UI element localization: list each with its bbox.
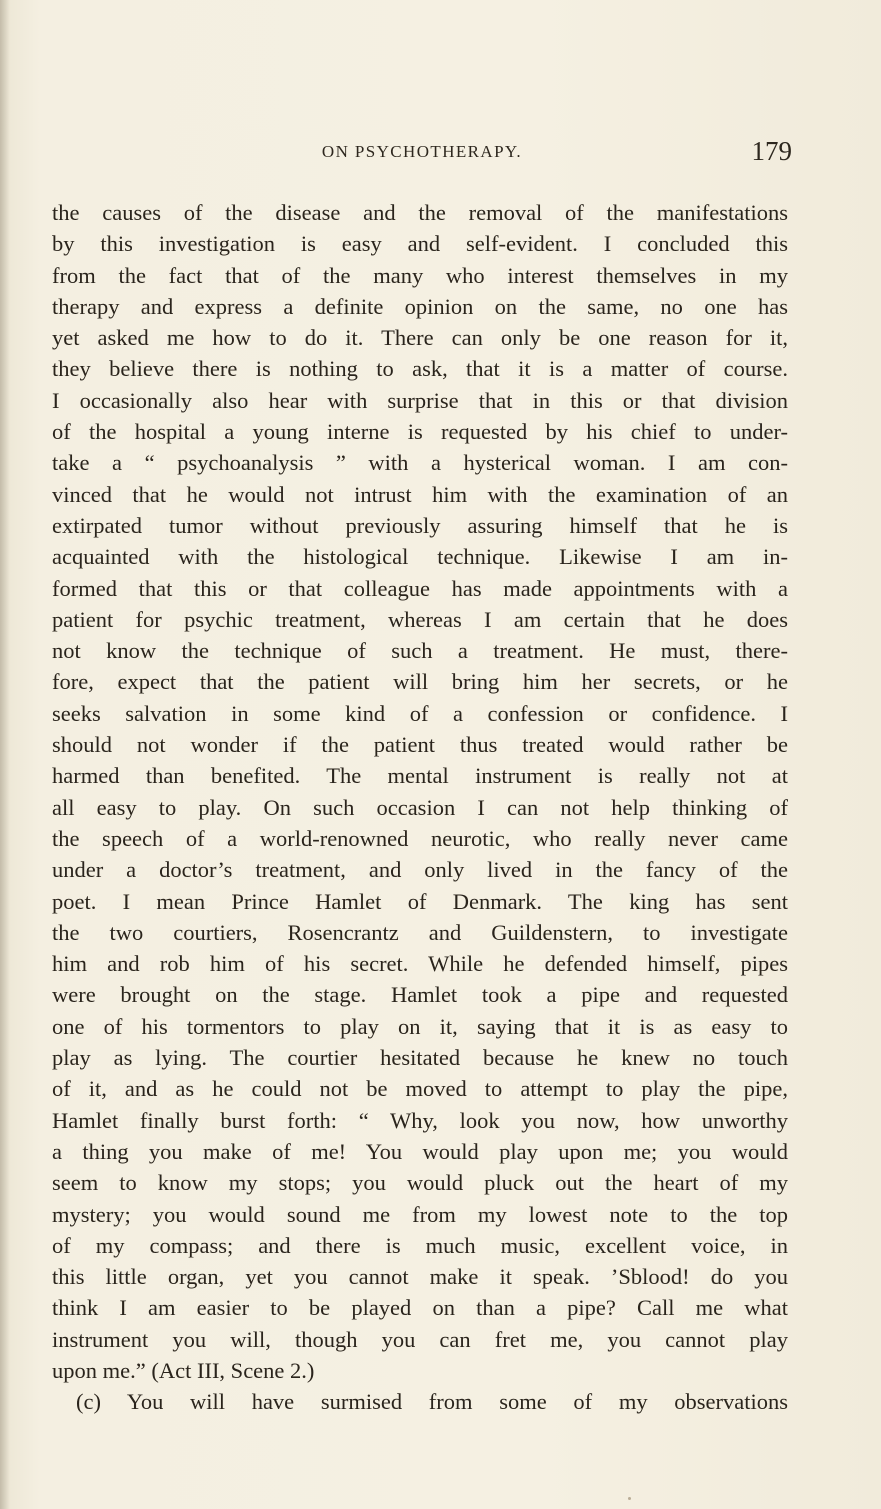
text-line: instrument you will, though you can fret me, you cannot play [52,1326,788,1352]
page-header [52,138,792,174]
text-line: by this investigation is easy and self-evident. I concluded this [52,231,788,257]
page-number: 179 [751,136,792,166]
text-line: vinced that he would not intrust him with the examination of an [52,481,788,507]
text-line: of my compass; and there is much music, excellent voice, in [52,1232,788,1258]
text-line: fore, expect that the patient will bring him her secrets, or he [52,669,788,695]
text-line: Hamlet finally burst forth: “ Why, look you now, how unworthy [52,1107,788,1133]
text-line: yet asked me how to do it. There can only be one reason for it, [52,325,788,351]
text-line: play as lying. The courtier hesitated because he knew no touch [52,1045,788,1071]
text-line: patient for psychic treatment, whereas I am certain that he does [52,606,788,632]
text-line: the two courtiers, Rosencrantz and Guildenstern, to investigate [52,919,788,945]
text-line: poet. I mean Prince Hamlet of Denmark. The king has sent [52,888,788,914]
text-line: therapy and express a definite opinion on the same, no one has [52,293,788,319]
text-line: the speech of a world-renowned neurotic, who really never came [52,825,788,851]
text-line: mystery; you would sound me from my lowest note to the top [52,1201,788,1227]
text-line: a thing you make of me! You would play upon me; you would [52,1138,788,1164]
text-line: think I am easier to be played on than a pipe? Call me what [52,1295,788,1321]
gutter-shadow [0,0,10,1509]
text-line: the causes of the disease and the removal of the manifestations [52,200,788,225]
text-line: harmed than benefited. The mental instrument is really not at [52,763,788,789]
text-line: acquainted with the histological technique. Likewise I am in- [52,544,788,570]
text-line: this little organ, yet you cannot make it speak. ’Sblood! do you [52,1264,788,1290]
text-line: I occasionally also hear with surprise that in this or that division [52,387,788,413]
text-line: they believe there is nothing to ask, that it is a matter of course. [52,356,788,382]
text-line: all easy to play. On such occasion I can not help thinking of [52,794,788,820]
paper-speck [628,1497,631,1500]
text-line: him and rob him of his secret. While he defended himself, pipes [52,951,788,977]
text-line: of the hospital a young interne is requested by his chief to under- [52,419,788,445]
text-line: were brought on the stage. Hamlet took a pipe and requested [52,982,788,1008]
text-line: seem to know my stops; you would pluck out the heart of my [52,1170,788,1196]
text-line: from the fact that of the many who interest themselves in my [52,262,788,288]
text-line: upon me.” (Act III, Scene 2.) [52,1357,315,1383]
text-line: take a “ psychoanalysis ” with a hysterical woman. I am con- [52,450,788,476]
body-text [52,197,788,1418]
text-line: (c) You will have surmised from some of my observations [76,1389,788,1415]
running-head: ON PSYCHOTHERAPY. [321,142,523,161]
text-line: extirpated tumor without previously assuring himself that he is [52,512,788,538]
text-line: should not wonder if the patient thus treated would rather be [52,732,788,758]
text-line: one of his tormentors to play on it, saying that it is as easy to [52,1013,788,1039]
text-line: formed that this or that colleague has made appointments with a [52,575,788,601]
text-line: not know the technique of such a treatment. He must, there- [52,638,788,664]
text-line: seeks salvation in some kind of a confession or confidence. I [52,700,788,726]
text-line: under a doctor’s treatment, and only lived in the fancy of the [52,857,788,883]
text-line: of it, and as he could not be moved to attempt to play the pipe, [52,1076,788,1102]
